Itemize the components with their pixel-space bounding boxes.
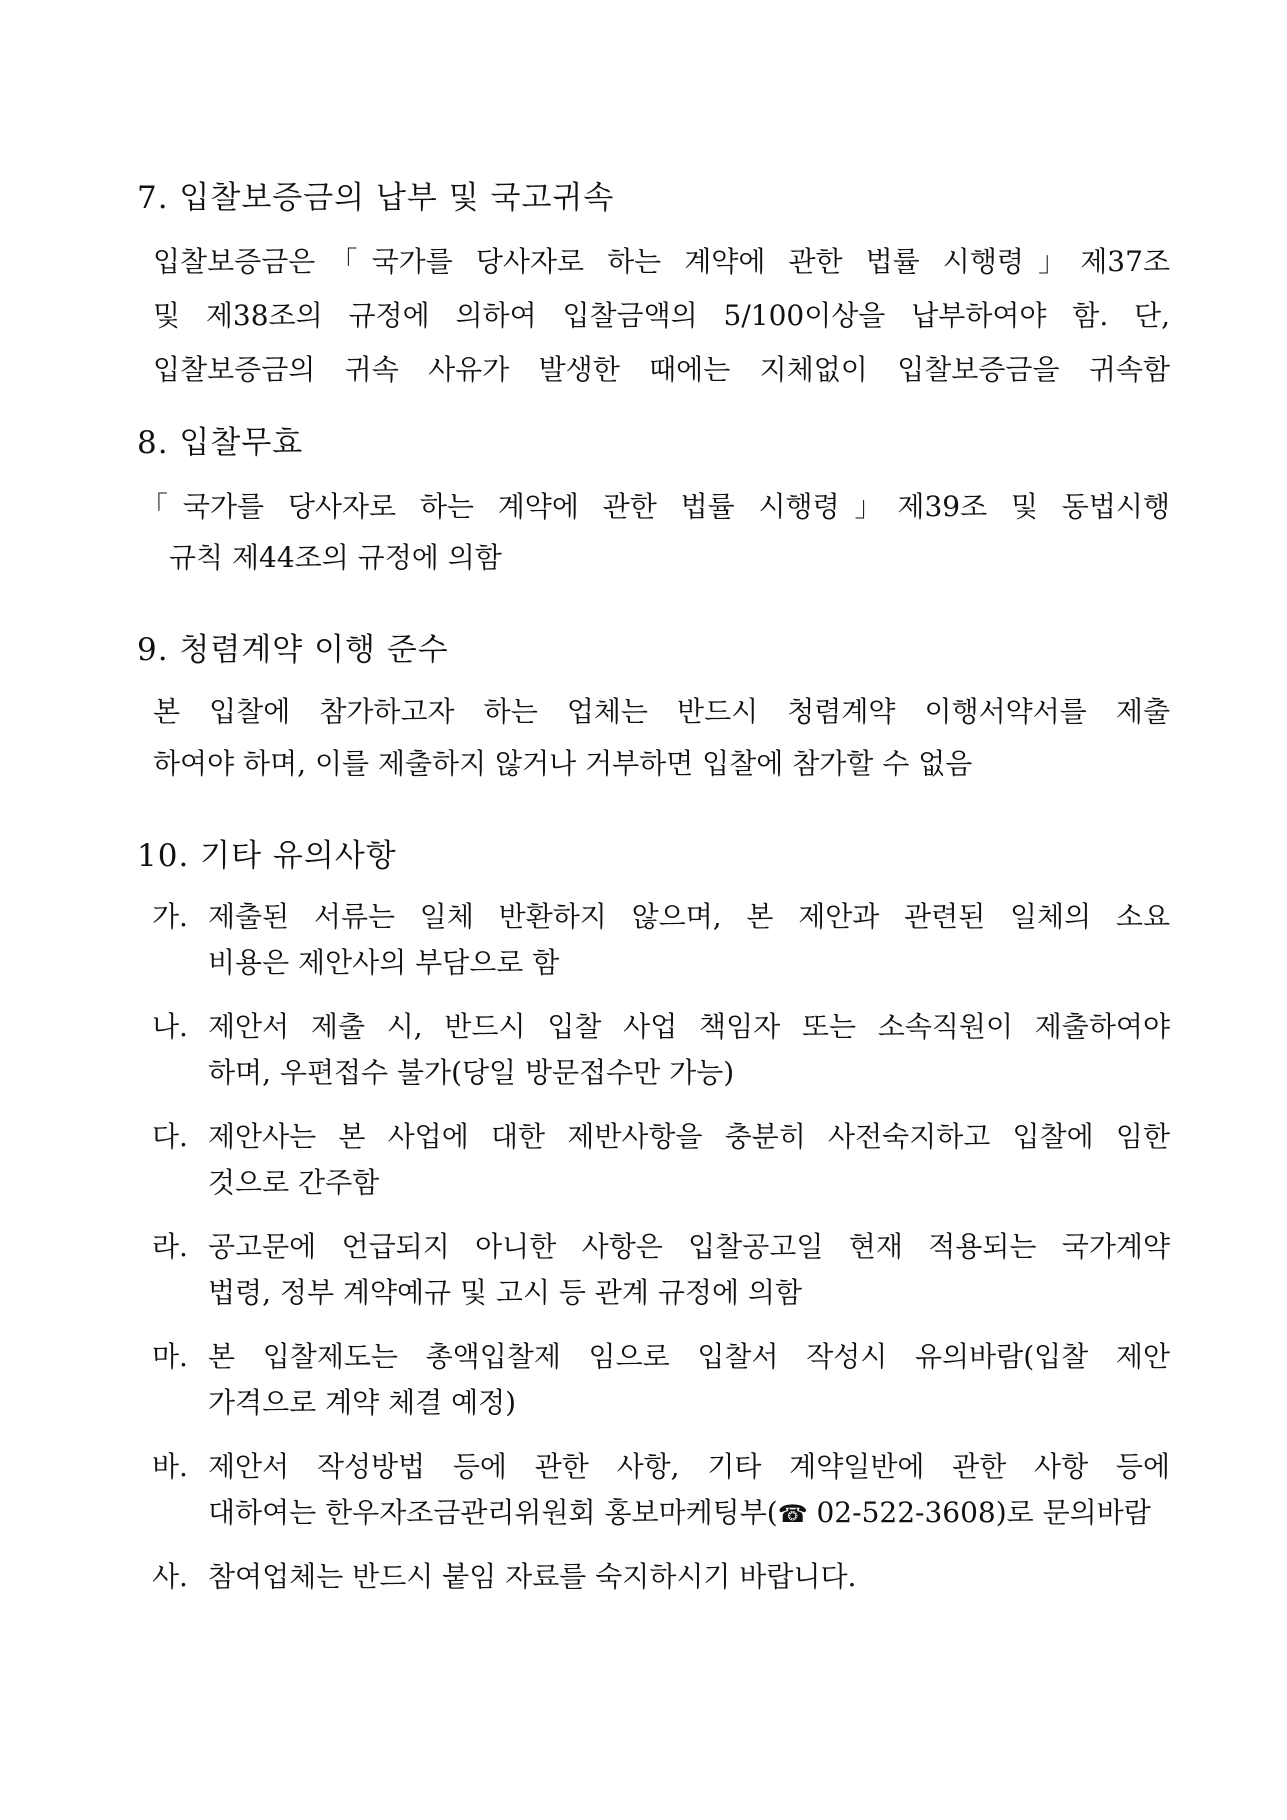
note-item-line-1: 참여업체는 반드시 붙임 자료를 숙지하시기 바랍니다. xyxy=(208,1560,857,1593)
section-7-title: 7. 입찰보증금의 납부 및 국고귀속 xyxy=(137,180,615,216)
note-item-line-2: 비용은 제안사의 부담으로 함 xyxy=(208,946,560,979)
note-item-ma xyxy=(152,1333,1170,1433)
note-item-ra xyxy=(152,1223,1170,1323)
note-item-marker: 사. xyxy=(152,1560,188,1593)
note-item-da xyxy=(152,1113,1170,1213)
note-item-line-2: 하며, 우편접수 불가(당일 방문접수만 가능) xyxy=(208,1056,735,1089)
note-item-marker: 라. xyxy=(152,1230,188,1263)
note-item-line-1: 제출된 서류는 일체 반환하지 않으며, 본 제안과 관련된 일체의 소요 xyxy=(208,900,1170,933)
section-7-line-1: 입찰보증금은「국가를 당사자로 하는 계약에 관한 법률 시행령」제37조 xyxy=(153,245,1170,278)
note-item-line-2 xyxy=(208,1489,1151,1538)
note-item-marker: 다. xyxy=(152,1120,188,1153)
note-item-line-1: 제안사는 본 사업에 대한 제반사항을 충분히 사전숙지하고 입찰에 임한 xyxy=(208,1120,1170,1153)
note-item-line-2: 가격으로 계약 체결 예정) xyxy=(208,1386,517,1419)
note-item-line-2-prefix: 대하여는 한우자조금관리위원회 홍보마케팅부( xyxy=(208,1496,778,1529)
section-9-line-2: 하여야 하며, 이를 제출하지 않거나 거부하면 입찰에 참가할 수 없음 xyxy=(153,747,973,780)
section-9-title: 9. 청렴계약 이행 준수 xyxy=(137,632,449,668)
section-8-line-1: 「국가를 당사자로 하는 계약에 관한 법률 시행령」제39조 및 동법시행 xyxy=(140,490,1170,523)
section-10-title: 10. 기타 유의사항 xyxy=(137,838,397,874)
note-item-line-2: 것으로 간주함 xyxy=(208,1166,380,1199)
section-7-line-2: 및 제38조의 규정에 의하여 입찰금액의 5/100이상을 납부하여야 함. 단, xyxy=(153,299,1170,332)
section-7-line-3: 입찰보증금의 귀속 사유가 발생한 때에는 지체없이 입찰보증금을 귀속함 xyxy=(153,353,1170,386)
note-item-marker: 가. xyxy=(152,900,188,933)
note-item-marker: 마. xyxy=(152,1340,188,1373)
section-8-title: 8. 입찰무효 xyxy=(137,425,304,461)
note-item-marker: 바. xyxy=(152,1450,188,1483)
note-item-line-2-suffix: 02-522-3608)로 문의바람 xyxy=(807,1496,1151,1529)
telephone-icon: ☎ xyxy=(777,1500,808,1528)
section-8-line-2: 규칙 제44조의 규정에 의함 xyxy=(169,541,502,574)
note-item-marker: 나. xyxy=(152,1010,188,1043)
note-item-line-2: 법령, 정부 계약예규 및 고시 등 관계 규정에 의함 xyxy=(208,1276,803,1309)
note-item-ba xyxy=(152,1443,1170,1543)
note-item-line-1: 공고문에 언급되지 아니한 사항은 입찰공고일 현재 적용되는 국가계약 xyxy=(208,1230,1170,1263)
note-item-line-1: 본 입찰제도는 총액입찰제 임으로 입찰서 작성시 유의바람(입찰 제안 xyxy=(208,1340,1170,1373)
section-9-line-1: 본 입찰에 참가하고자 하는 업체는 반드시 청렴계약 이행서약서를 제출 xyxy=(153,695,1170,728)
note-item-sa xyxy=(152,1553,1170,1603)
note-item-na xyxy=(152,1003,1170,1103)
note-item-line-1: 제안서 제출 시, 반드시 입찰 사업 책임자 또는 소속직원이 제출하여야 xyxy=(208,1010,1170,1043)
note-item-line-1: 제안서 작성방법 등에 관한 사항, 기타 계약일반에 관한 사항 등에 xyxy=(208,1450,1170,1483)
note-item-ga xyxy=(152,893,1170,993)
